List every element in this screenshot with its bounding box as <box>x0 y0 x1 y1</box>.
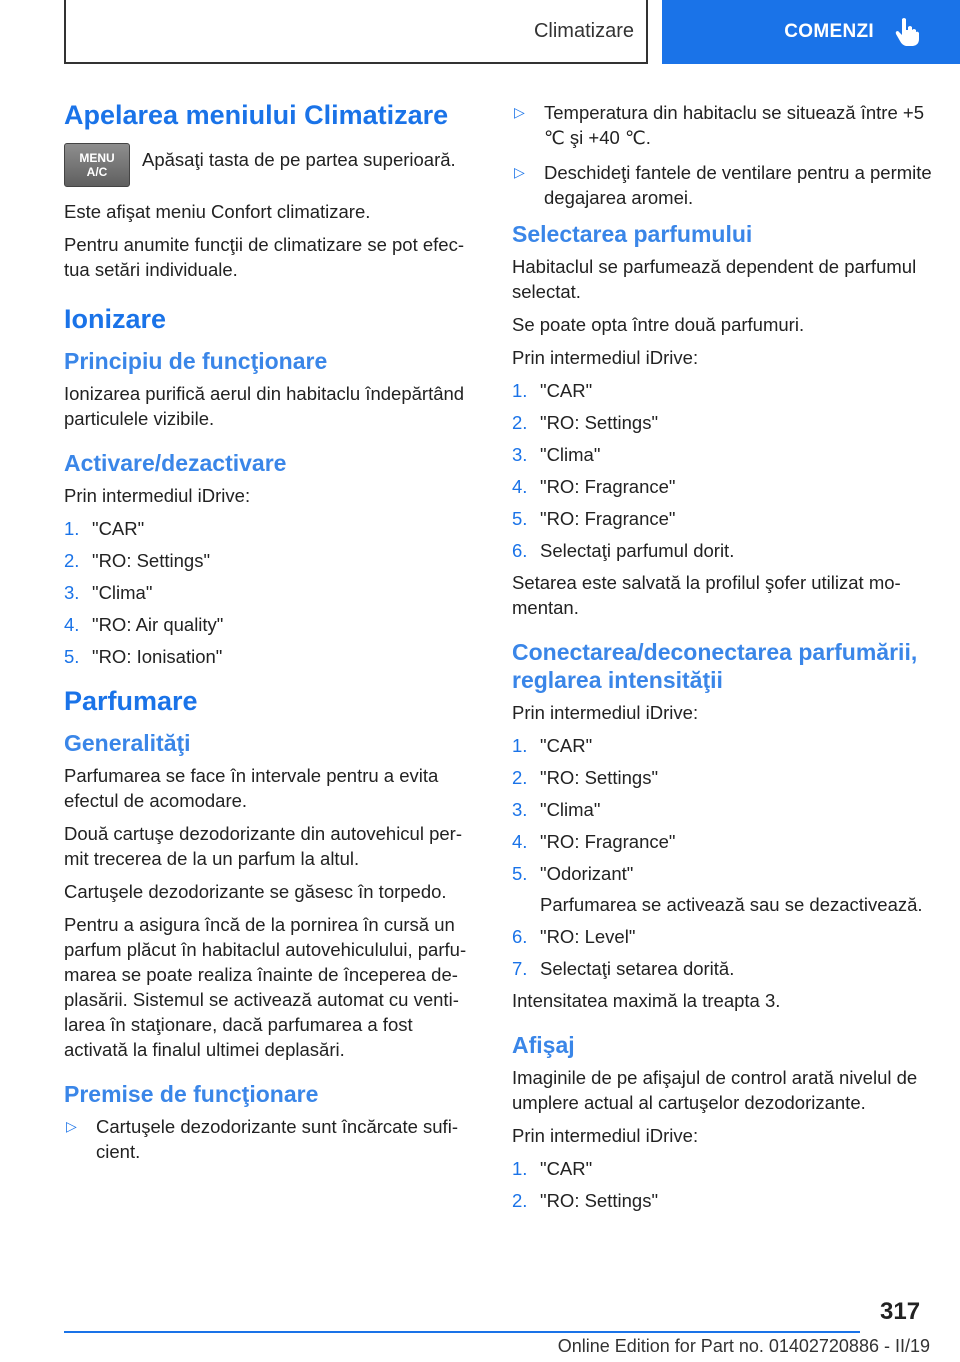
bullet-text: Deschideţi fantele de ventilare pentru a permite degajarea aromei. <box>544 162 932 208</box>
step-text: "CAR" <box>540 1158 593 1180</box>
list-item <box>64 580 478 605</box>
step-text: Selectaţi parfumul dorit. <box>540 540 735 562</box>
step-text: "CAR" <box>540 735 593 757</box>
step-number: 2. <box>512 412 528 434</box>
steps-list-display <box>512 1156 932 1213</box>
list-item <box>64 644 478 669</box>
para-parfumare-3: Cartuşele dezodorizante se găsesc în torpedo. <box>64 881 447 903</box>
step-number: 4. <box>64 614 80 636</box>
list-item <box>64 612 478 637</box>
step-text: "Clima" <box>540 799 601 821</box>
steps-list-intensity <box>512 733 932 981</box>
steps-list-select-fragrance <box>512 378 932 563</box>
step-text: "RO: Settings" <box>540 1190 659 1212</box>
triangle-bullet-icon: ▷ <box>66 1118 77 1135</box>
list-item <box>512 1156 932 1181</box>
step-number: 1. <box>512 380 528 402</box>
para-este-afisat: Este afişat meniu Confort climatizare. <box>64 201 371 223</box>
step-number: 2. <box>512 1190 528 1212</box>
step-text: "RO: Settings" <box>540 412 659 434</box>
para-pentru-anumite: Pentru anumite funcţii de climatizare se pot efectua setări individuale. <box>64 234 465 281</box>
step-number: 6. <box>512 926 528 948</box>
list-item <box>512 410 932 435</box>
para-ionizarea: Ionizarea purifică aerul din habitaclu îndepărtând particulele vizibile. <box>64 383 465 430</box>
step-text: "CAR" <box>92 518 145 540</box>
step-number: 1. <box>512 1158 528 1180</box>
heading-activare: Activare/dezactivare <box>64 450 287 477</box>
right-column <box>512 100 932 1220</box>
heading-afisaj: Afişaj <box>512 1032 575 1059</box>
list-item <box>512 378 932 403</box>
menu-ac-label-bottom: A/C <box>86 165 108 180</box>
heading-generalitati: Generalităţi <box>64 730 191 757</box>
list-item <box>512 924 932 949</box>
list-item <box>512 160 932 210</box>
steps-list-ionisation <box>64 516 478 669</box>
menu-ac-label-top: MENU <box>79 151 115 166</box>
bullet-text: Cartuşele dezodorizante sunt încărcate suficient. <box>96 1116 458 1163</box>
list-item <box>512 506 932 531</box>
comenzi-tab-label: COMENZI <box>784 21 874 42</box>
list-item <box>512 956 932 981</box>
list-item <box>512 100 932 150</box>
heading-premise: Premise de funcţionare <box>64 1081 319 1108</box>
para-setarea: Setarea este salvată la profilul şofer utilizat momentan. <box>512 572 901 619</box>
list-item <box>64 1114 478 1164</box>
step-number: 6. <box>512 540 528 562</box>
list-item <box>64 516 478 541</box>
step-text: "RO: Air quality" <box>92 614 224 636</box>
list-item <box>512 797 932 822</box>
para-prin-idrive-4: Prin intermediul iDrive: <box>512 1125 699 1147</box>
step-number: 1. <box>512 735 528 757</box>
step-number: 4. <box>512 476 528 498</box>
heading-ionizare: Ionizare <box>64 304 167 335</box>
step-text: "CAR" <box>540 380 593 402</box>
chapter-title: Climatizare <box>533 19 634 42</box>
para-intensitatea: Intensitatea maximă la treapta 3. <box>512 990 781 1012</box>
para-apasati-tasta: Apăsaţi tasta de pe partea superioară. <box>142 149 456 171</box>
heading-principiu: Principiu de funcţionare <box>64 348 328 375</box>
footer-edition: Online Edition for Part no. 01402720886 - II/19 <box>557 1336 930 1356</box>
step-subtext: Parfumarea se activează sau se dezactivează. <box>540 894 923 916</box>
heading-apelarea-meniului: Apelarea meniului Climatizare <box>64 100 449 130</box>
step-number: 1. <box>64 518 80 540</box>
list-item <box>512 1188 932 1213</box>
para-prin-idrive-2: Prin intermediul iDrive: <box>512 347 699 369</box>
step-text: Selectaţi setarea dorită. <box>540 958 735 980</box>
step-number: 5. <box>512 508 528 530</box>
footer-divider <box>64 1331 860 1333</box>
step-text: "Odorizant" <box>540 863 634 885</box>
comenzi-tab[interactable] <box>662 0 960 64</box>
triangle-bullet-icon: ▷ <box>514 164 525 180</box>
para-parfumare-1: Parfumarea se face în intervale pentru a evita efectul de acomodare. <box>64 765 439 812</box>
step-text: "RO: Ionisation" <box>92 646 223 668</box>
step-text: "RO: Fragrance" <box>540 508 676 530</box>
prerequisites-list <box>64 1114 478 1164</box>
hand-pointer-icon <box>894 17 920 47</box>
list-item <box>512 538 932 563</box>
step-number: 2. <box>64 550 80 572</box>
para-parfumare-4: Pentru a asigura încă de la pornirea în cursă un parfum plăcut în habitaclul autovehiculului, parfumarea se poate realiza înainte de începerea deplasării. Sistemul se activează automat cu ventilarea în staţionare, dacă parfumarea a fost activată la finalul ultimei deplasări. <box>64 914 467 1061</box>
step-text: "Clima" <box>540 444 601 466</box>
para-selectarea-2: Se poate opta între două parfumuri. <box>512 314 805 336</box>
list-item <box>512 861 932 917</box>
list-item <box>512 765 932 790</box>
step-number: 7. <box>512 958 528 980</box>
list-item <box>512 474 932 499</box>
step-text: "RO: Level" <box>540 926 636 948</box>
page-number: 317 <box>880 1298 921 1325</box>
step-number: 3. <box>512 799 528 821</box>
left-column <box>64 100 478 1174</box>
para-prin-idrive-1: Prin intermediul iDrive: <box>64 485 251 507</box>
step-text: "RO: Settings" <box>92 550 211 572</box>
list-item <box>64 548 478 573</box>
para-parfumare-2: Două cartuşe dezodorizante din autovehicul permit trecerea de la un parfum la altul. <box>64 823 463 870</box>
chapter-header <box>64 0 648 64</box>
prerequisites-list-continued <box>512 100 932 210</box>
step-number: 3. <box>64 582 80 604</box>
triangle-bullet-icon: ▷ <box>514 104 525 120</box>
step-text: "Clima" <box>92 582 153 604</box>
list-item <box>512 733 932 758</box>
step-text: "RO: Settings" <box>540 767 659 789</box>
list-item <box>512 442 932 467</box>
step-text: "RO: Fragrance" <box>540 476 676 498</box>
bullet-text: Temperatura din habitaclu se situează între +5 ℃ şi +40 ℃. <box>544 102 924 148</box>
step-number: 5. <box>64 646 80 668</box>
heading-parfumare: Parfumare <box>64 686 198 717</box>
heading-conectarea: Conectarea/deconectarea parfumării, reglarea intensităţii <box>512 639 918 694</box>
heading-selectarea: Selectarea parfumului <box>512 221 753 247</box>
step-number: 5. <box>512 863 528 885</box>
step-number: 4. <box>512 831 528 853</box>
menu-ac-button-icon <box>64 143 130 187</box>
step-number: 3. <box>512 444 528 466</box>
para-selectarea-1: Habitaclul se parfumează dependent de parfumul selectat. <box>512 256 917 303</box>
para-prin-idrive-3: Prin intermediul iDrive: <box>512 702 699 724</box>
step-number: 2. <box>512 767 528 789</box>
para-afisaj: Imaginile de pe afişajul de control arată nivelul de umplere actual al cartuşelor dezodorizante. <box>512 1067 918 1114</box>
menu-key-row <box>64 143 478 187</box>
list-item <box>512 829 932 854</box>
step-text: "RO: Fragrance" <box>540 831 676 853</box>
